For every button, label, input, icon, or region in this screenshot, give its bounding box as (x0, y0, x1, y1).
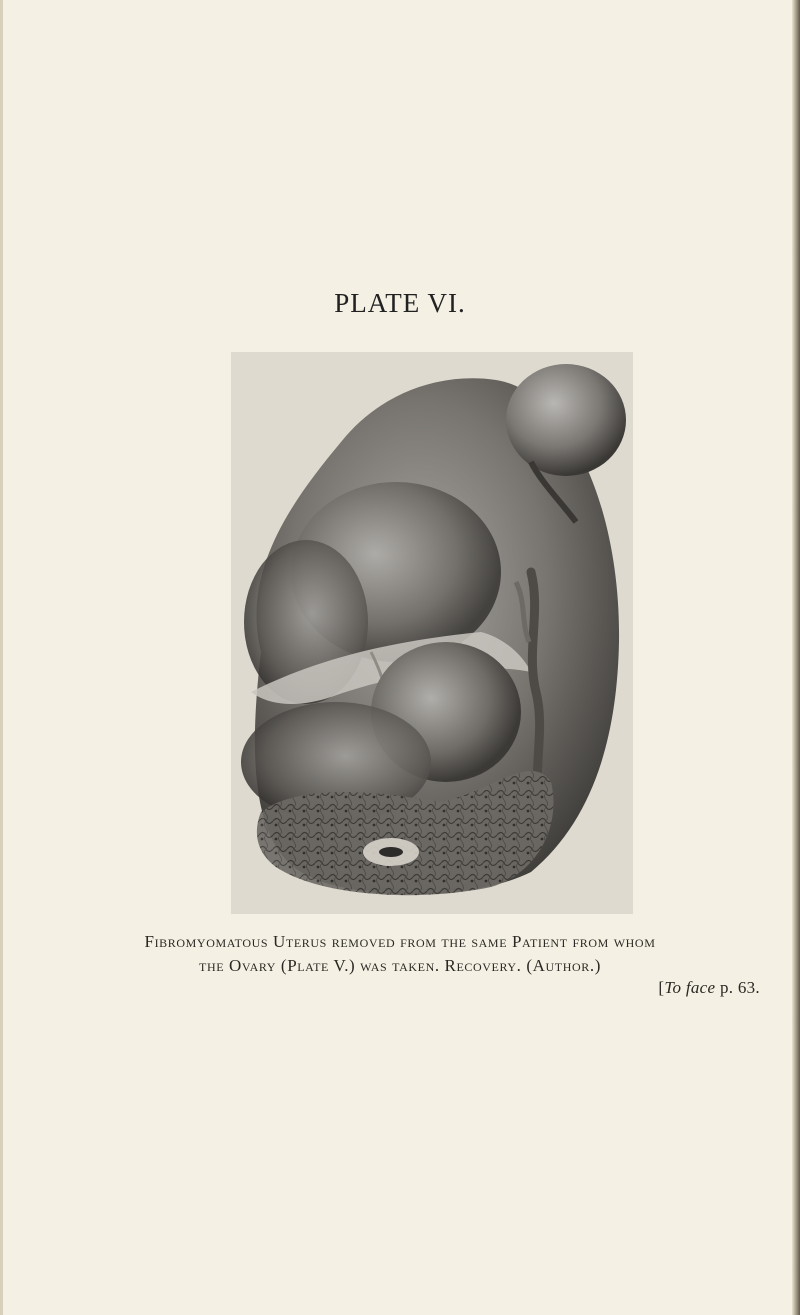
caption-line-1 (0, 930, 800, 954)
plate-heading: PLATE VI. (334, 288, 466, 318)
folio-page-ref: p. 63. (719, 978, 760, 997)
folio-reference (658, 978, 760, 998)
caption-line-2 (0, 954, 800, 978)
caption-line-2-text: the Ovary (Plate V.) was taken. Recovery. (Author.) (199, 956, 601, 975)
plate-caption (0, 930, 800, 978)
page-edge-left (0, 0, 3, 1315)
folio-to-face: To face (664, 978, 716, 997)
plate-illustration (231, 352, 633, 914)
caption-line-1-text: Fibromyomatous Uterus removed from the same Patient from whom (144, 932, 656, 951)
folio-bracket: [ (658, 978, 665, 997)
page-edge-right (792, 0, 800, 1315)
